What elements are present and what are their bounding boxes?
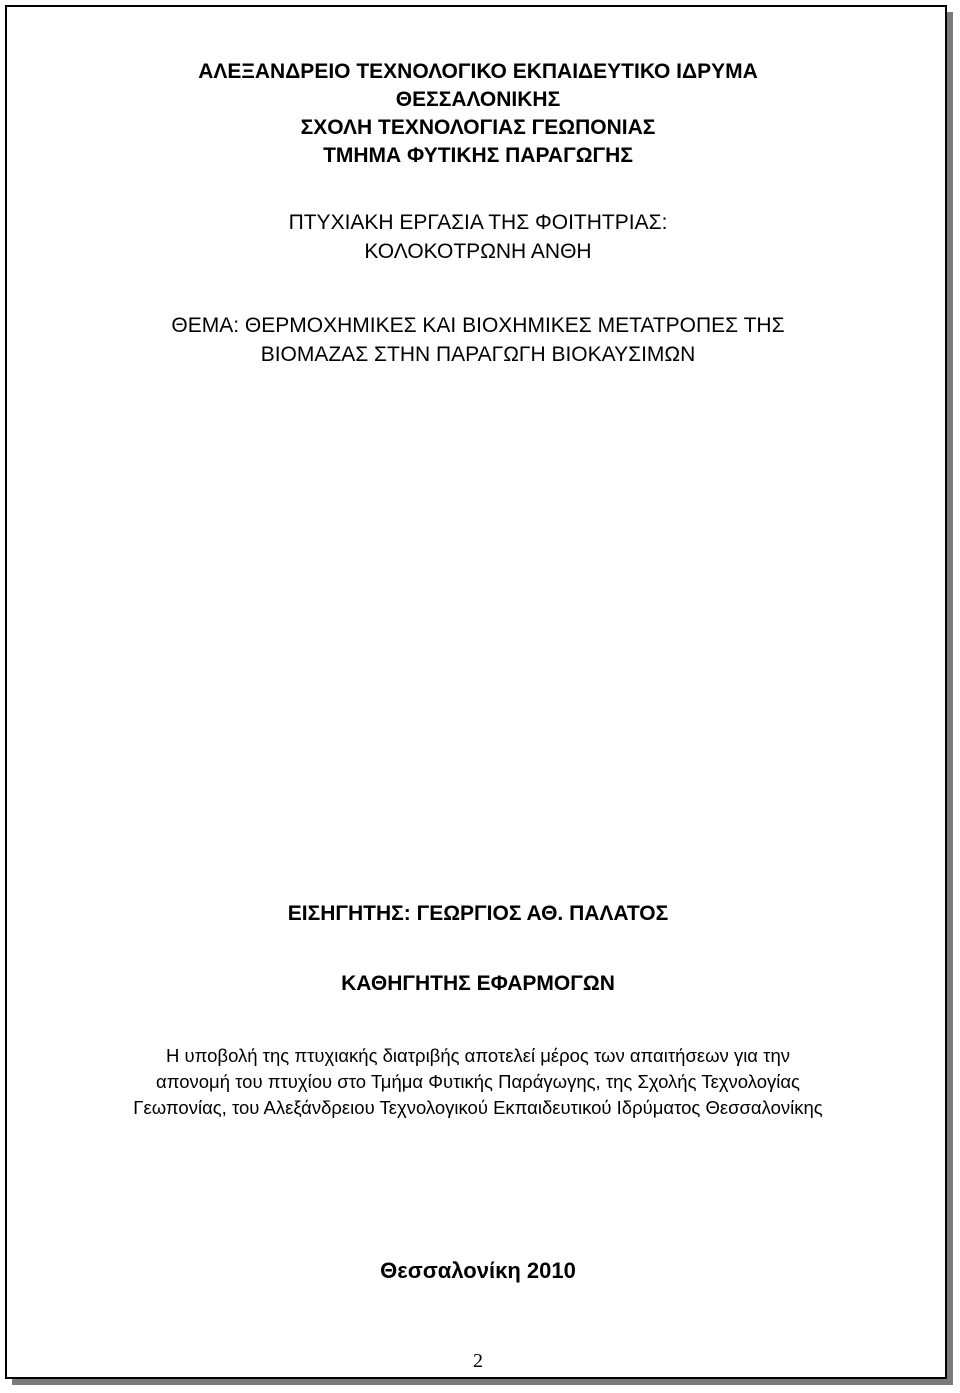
supervisor-title: ΚΑΘΗΓΗΤΗΣ ΕΦΑΡΜΟΓΩΝ [341,972,615,995]
thesis-topic-line-1: ΘΕΜΑ: ΘΕΡΜΟΧΗΜΙΚΕΣ ΚΑΙ ΒΙΟΧΗΜΙΚΕΣ ΜΕΤΑΤΡΟΠΕΣ ΤΗΣ [171,314,785,337]
school-name-line: ΣΧΟΛΗ ΤΕΧΝΟΛΟΓΙΑΣ ΓΕΩΠΟΝΙΑΣ [300,116,656,139]
institution-city-line: ΘΕΣΣΑΛΟΝΙΚΗΣ [395,88,561,111]
thesis-topic-line-2: ΒΙΟΜΑΖΑΣ ΣΤΗΝ ΠΑΡΑΓΩΓΗ ΒΙΟΚΑΥΣΙΜΩΝ [260,343,696,366]
thesis-author-name: ΚΟΛΟΚΟΤΡΩΝΗ ΑΝΘΗ [364,240,592,263]
institution-name-line: ΑΛΕΞΑΝΔΡΕΙΟ ΤΕΧΝΟΛΟΓΙΚΟ ΕΚΠΑΙΔΕΥΤΙΚΟ ΙΔΡΥΜΑ [198,60,758,83]
supervisor-name: ΕΙΣΗΓΗΤΗΣ: ΓΕΩΡΓΙΟΣ ΑΘ. ΠΑΛΑΤΟΣ [287,902,669,925]
document-page [5,5,947,1379]
thesis-author-heading: ΠΤΥΧΙΑΚΗ ΕΡΓΑΣΙΑ ΤΗΣ ΦΟΙΤΗΤΡΙΑΣ: [288,211,668,234]
department-name-line: ΤΜΗΜΑ ΦΥΤΙΚΗΣ ΠΑΡΑΓΩΓΗΣ [323,144,633,167]
purpose-statement-line-3: Γεωπονίας, του Αλεξάνδρειου Τεχνολογικού Εκπαιδευτικού Ιδρύματος Θεσσαλονίκης [133,1097,823,1118]
purpose-statement-line-2: απονομή του πτυχίου στο Τμήμα Φυτικής Παράγωγης, της Σχολής Τεχνολογίας [156,1071,800,1092]
page-shadow [12,1379,953,1385]
purpose-statement-line-1: Η υποβολή της πτυχιακής διατριβής αποτελεί μέρος των απαιτήσεων για την [166,1045,790,1066]
page-number: 2 [473,1350,483,1372]
place-and-date: Θεσσαλονίκη 2010 [380,1258,576,1283]
